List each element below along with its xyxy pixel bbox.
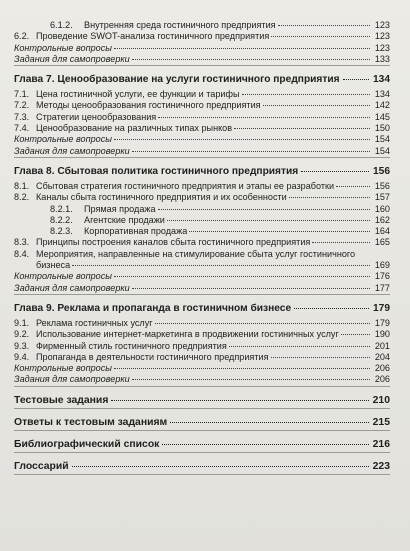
entry-title-line1: Мероприятия, направленные на стимулирование сбыта услуг гостиничного [36,248,356,259]
leader-dots [114,139,370,140]
entry-title-line2-text: бизнеса [36,260,71,271]
chapter-9-heading [14,302,390,315]
leader-dots [294,308,369,309]
section-heading [14,460,390,474]
entry-title: Контрольные вопросы [14,271,112,282]
entry-title: Каналы сбыта гостиничного предприятия и их особенности [36,192,287,203]
leader-dots [234,128,370,129]
leader-dots [278,25,370,26]
page-number: 169 [374,260,390,271]
toc-entry [14,146,390,157]
page-number: 206 [374,374,390,385]
entry-title: Цена гостиничной услуги, ее функции и тарифы [36,89,240,100]
page-number: 165 [374,237,390,248]
entry-number: 9.3. [14,340,30,351]
divider [14,474,390,475]
leader-dots [132,59,370,60]
leader-dots [158,209,370,210]
page-number: 206 [374,363,390,374]
toc-entry [14,112,390,123]
page-number: 204 [374,351,390,362]
toc-entry [14,43,390,54]
toc-entry [14,318,390,329]
toc-entry [14,226,390,237]
entry-number: 8.2. [14,192,30,203]
entry-title [36,249,372,272]
leader-dots [170,422,369,423]
entry-title: Принципы построения каналов сбыта гостиничного предприятия [36,237,311,248]
leader-dots [158,117,370,118]
spacer [14,453,390,460]
page-number: 156 [374,180,390,191]
entry-title: Фирменный стиль гостиничного предприятия [36,340,227,351]
entry-title: Задания для самопроверки [14,145,130,156]
spacer [14,295,390,302]
leader-dots [114,276,370,277]
entry-number: 8.4. [14,248,30,259]
toc-entry [14,31,390,42]
entry-title: Проведение SWOT-анализа гостиничного предприятия [36,31,270,42]
page-number: 134 [373,74,390,86]
page-number: 215 [372,416,390,428]
toc-entry [14,215,390,226]
leader-dots [72,466,369,467]
leader-dots [155,323,370,324]
section-heading [14,438,390,452]
page-number: 223 [372,460,390,472]
spacer [14,431,390,438]
toc-entry [14,352,390,363]
page-number: 210 [372,394,390,406]
entry-number: 8.2.1. [50,203,73,214]
leader-dots [167,220,370,221]
leader-dots [242,94,370,95]
toc-entry [14,123,390,134]
leader-dots [301,171,369,172]
leader-dots [132,151,370,152]
page-number: 176 [374,271,390,282]
section-title: Библиографический список [14,438,160,450]
page-number: 150 [374,123,390,134]
entry-title-line2 [36,260,372,271]
page-number: 154 [374,145,390,156]
entry-number: 7.3. [14,111,30,122]
entry-title: Задания для самопроверки [14,282,130,293]
entry-number: 7.2. [14,100,30,111]
entry-number: 6.2. [14,31,30,42]
toc-entry [14,181,390,192]
chapter-7-heading [14,73,390,86]
page-number: 157 [374,192,390,203]
page-number: 145 [374,111,390,122]
page-number: 134 [374,89,390,100]
page-number: 164 [374,226,390,237]
leader-dots [289,197,370,198]
entry-number: 8.2.3. [50,226,73,237]
entry-title: Внутренняя среда гостиничного предприятия [84,20,276,30]
leader-dots [132,288,370,289]
table-of-contents [14,20,390,475]
section-title: Тестовые задания [14,394,109,406]
entry-title: Задания для самопроверки [14,374,130,385]
entry-title: Реклама гостиничных услуг [36,317,153,328]
leader-dots [162,444,369,445]
entry-number: 6.1.2. [50,20,73,30]
toc-entry [14,192,390,203]
entry-number: 9.1. [14,317,30,328]
toc-entry [14,100,390,111]
entry-title: Стратегии ценообразования [36,111,157,122]
leader-dots [271,357,370,358]
chapter-title: Глава 9. Реклама и пропаганда в гостиничном бизнесе [14,302,292,314]
section-title: Глоссарий [14,460,69,472]
entry-title: Пропаганда в деятельности гостиничного предприятия [36,351,269,362]
entry-title: Ценообразование на различных типах рынков [36,123,233,134]
entry-number: 7.4. [14,123,30,134]
toc-entry [14,341,390,352]
entry-title: Контрольные вопросы [14,363,112,374]
leader-dots [114,368,370,369]
page-number: 179 [373,302,390,314]
page-number: 123 [374,42,390,53]
toc-entry [14,271,390,282]
page-number: 160 [374,203,390,214]
spacer [14,158,390,165]
page-number: 142 [374,100,390,111]
chapter-title: Глава 8. Сбытовая политика гостиничного предприятия [14,165,299,177]
leader-dots [343,79,369,80]
leader-dots [72,265,370,266]
toc-entry [14,283,390,294]
page-number: 162 [374,214,390,225]
page-number: 201 [374,340,390,351]
leader-dots [341,334,370,335]
toc-entry [14,329,390,340]
entry-title: Использование интернет-маркетинга в продвижении гостиничных услуг [36,329,339,340]
spacer [14,409,390,416]
leader-dots [132,379,370,380]
entry-title: Сбытовая стратегия гостиничного предприятия и этапы ее разработки [36,180,335,191]
section-heading [14,416,390,430]
entry-title: Контрольные вопросы [14,134,112,145]
leader-dots [229,346,370,347]
toc-entry [14,20,390,31]
toc-entry [14,89,390,100]
leader-dots [114,48,370,49]
page-number: 179 [374,317,390,328]
entry-number: 9.2. [14,329,30,340]
spacer [14,387,390,394]
spacer [14,66,390,73]
leader-dots [336,186,370,187]
page-number: 156 [373,165,390,177]
entry-title: Прямая продажа [84,203,156,214]
page-number: 123 [374,20,390,30]
page-number: 123 [374,31,390,42]
entry-title: Корпоративная продажа [84,226,188,237]
entry-number: 8.3. [14,237,30,248]
toc-entry [14,237,390,248]
leader-dots [271,36,370,37]
leader-dots [111,400,369,401]
entry-title: Задания для самопроверки [14,53,130,64]
toc-entry [14,374,390,385]
leader-dots [189,231,370,232]
toc-entry [14,363,390,374]
toc-entry [14,54,390,65]
page-number: 177 [374,282,390,293]
page-number: 190 [374,329,390,340]
chapter-8-heading [14,165,390,178]
entry-title: Методы ценообразования гостиничного предприятия [36,100,261,111]
entry-number: 7.1. [14,89,30,100]
page-number: 133 [374,53,390,64]
entry-number: 8.1. [14,180,30,191]
toc-entry [14,204,390,215]
toc-entry [14,134,390,145]
chapter-title: Глава 7. Ценообразование на услуги гостиничного предприятия [14,74,340,86]
entry-title: Агентские продажи [84,214,165,225]
section-title: Ответы к тестовым заданиям [14,416,168,428]
entry-number: 9.4. [14,351,30,362]
page-number: 154 [374,134,390,145]
leader-dots [312,242,370,243]
page-number: 216 [372,438,390,450]
toc-entry [14,249,390,272]
entry-title: Контрольные вопросы [14,42,112,53]
entry-number: 8.2.2. [50,214,73,225]
section-heading [14,394,390,408]
leader-dots [263,105,370,106]
